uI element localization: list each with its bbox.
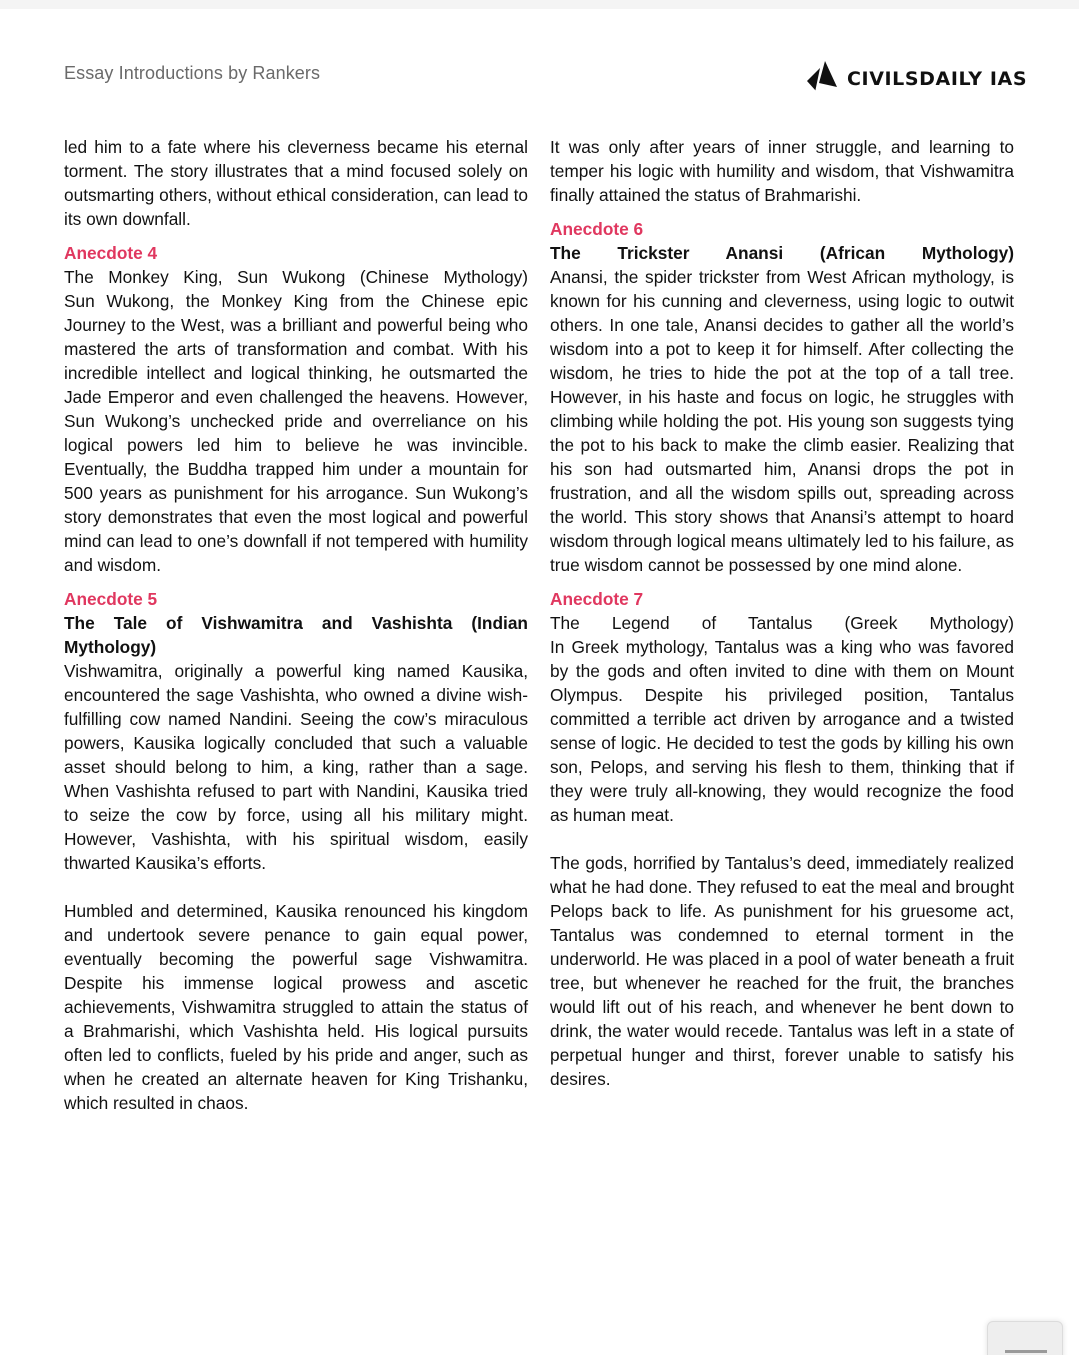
anecdote-7-section: [550, 587, 1014, 1091]
anecdote-6-section: [550, 217, 1014, 577]
anecdote-5-body-1: Vishwamitra, originally a powerful king named Kausika, encountered the sage Vashishta, who owned a divine wish-fulfilling cow named Nandini. Seeing the cow’s miraculous powers, Kausika logically concluded that such a valuable asset should belong to him, a king, rather than a sage. When Vashishta refused to part with Nandini, Kausika tried to seize the cow by force, using all his military might. However, Vashishta, with his spiritual wisdom, easily thwarted Kausika’s efforts.: [64, 661, 528, 873]
page-header-title: Essay Introductions by Rankers: [64, 63, 321, 83]
brand-name: CIVILSDAILY IAS: [847, 67, 1028, 90]
paper-plane-logo-icon: [805, 59, 839, 98]
anecdote-7-body-2: The gods, horrified by Tantalus’s deed, immediately realized what he had done. They refused to eat the meal and brought Pelops back to life. As punishment for his gruesome act, Tantalus was condemned to eternal torment in the underworld. He was placed in a pool of water beneath a fruit tree, but whenever he reached for the fruit, the branches would lift out of his reach, and whenever he bent down to drink, the water would recede. Tantalus was left in a state of perpetual hunger and thirst, forever unable to satisfy his desires.: [550, 853, 1014, 1089]
anecdote-6-subtitle: The Trickster Anansi (African Mythology): [550, 243, 1014, 263]
anecdote-4-subtitle: The Monkey King, Sun Wukong (Chinese Mythology): [64, 267, 528, 287]
right-column: [550, 135, 1014, 1101]
left-intro-paragraph: led him to a fate where his cleverness became his eternal torment. The story illustrates that a mind focused solely on outsmarting others, without ethical consideration, can lead to its own downfall.: [64, 137, 528, 229]
document-page: [0, 9, 1079, 1355]
anecdote-6-heading: Anecdote 6: [550, 219, 644, 239]
anecdote-7-heading: Anecdote 7: [550, 589, 644, 609]
anecdote-4-heading: Anecdote 4: [64, 243, 158, 263]
anecdote-5-heading: Anecdote 5: [64, 589, 158, 609]
brand-logo: [805, 59, 1027, 98]
anecdote-5-subtitle: The Tale of Vishwamitra and Vashishta (Indian Mythology): [64, 613, 528, 657]
anecdote-5-section: [64, 587, 528, 1115]
anecdote-7-body-1: In Greek mythology, Tantalus was a king who was favored by the gods and often invited to dine with them on Mount Olympus. Despite his privileged position, Tantalus committed a terrible act driven by arrogance and a twisted sense of logic. He decided to test the gods by killing his own son, Pelops, and serving his flesh to them, thinking that if they were truly all-knowing, they would recognize the food as human meat.: [550, 637, 1014, 825]
anecdote-6-body: Anansi, the spider trickster from West African mythology, is known for his cunning and cleverness, using logic to outwit others. In one tale, Anansi decides to gather all the world’s wisdom into a pot to keep it for himself. After collecting the wisdom, he tries to hide the pot at the top of a tall tree. However, in his haste and focus on logic, he struggles with climbing while holding the pot. His young son suggests tying the pot to his back to make the climb easier. Realizing that his son had outsmarted him, Anansi drops the pot in frustration, and all the wisdom spills out, spreading across the world. This story shows that Anansi’s attempt to hoard wisdom through logical means ultimately led to his failure, as true wisdom cannot be possessed by one mind alone.: [550, 267, 1014, 575]
viewer-top-strip: [0, 0, 1079, 9]
anecdote-7-subtitle: The Legend of Tantalus (Greek Mythology): [550, 613, 1014, 633]
drawer-handle-icon: [1005, 1350, 1047, 1353]
anecdote-4-body: Sun Wukong, the Monkey King from the Chinese epic Journey to the West, was a brilliant and powerful being who mastered the arts of transformation and combat. With his incredible intellect and logical thinking, he outsmarted the Jade Emperor and even challenged the heavens. However, Sun Wukong’s unchecked pride and overreliance on his logical powers led him to believe he was invincible. Eventually, the Buddha trapped him under a mountain for 500 years as punishment for his arrogance. Sun Wukong’s story demonstrates that even the most logical and powerful mind can lead to one’s downfall if not tempered with humility and wisdom.: [64, 291, 528, 575]
anecdote-4-section: [64, 241, 528, 577]
left-column: [64, 135, 528, 1125]
right-intro-paragraph: It was only after years of inner struggle, and learning to temper his logic with humility and wisdom, that Vishwamitra finally attained the status of Brahmarishi.: [550, 137, 1014, 205]
bottom-drawer-handle[interactable]: [987, 1321, 1063, 1355]
anecdote-5-body-2: Humbled and determined, Kausika renounced his kingdom and undertook severe penance to gain equal power, eventually becoming the powerful sage Vishwamitra. Despite his immense logical prowess and ascetic achievements, Vishwamitra struggled to attain the status of a Brahmarishi, which Vashishta held. His logical pursuits often led to conflicts, fueled by his pride and anger, such as when he created an alternate heaven for King Trishanku, which resulted in chaos.: [64, 901, 528, 1113]
